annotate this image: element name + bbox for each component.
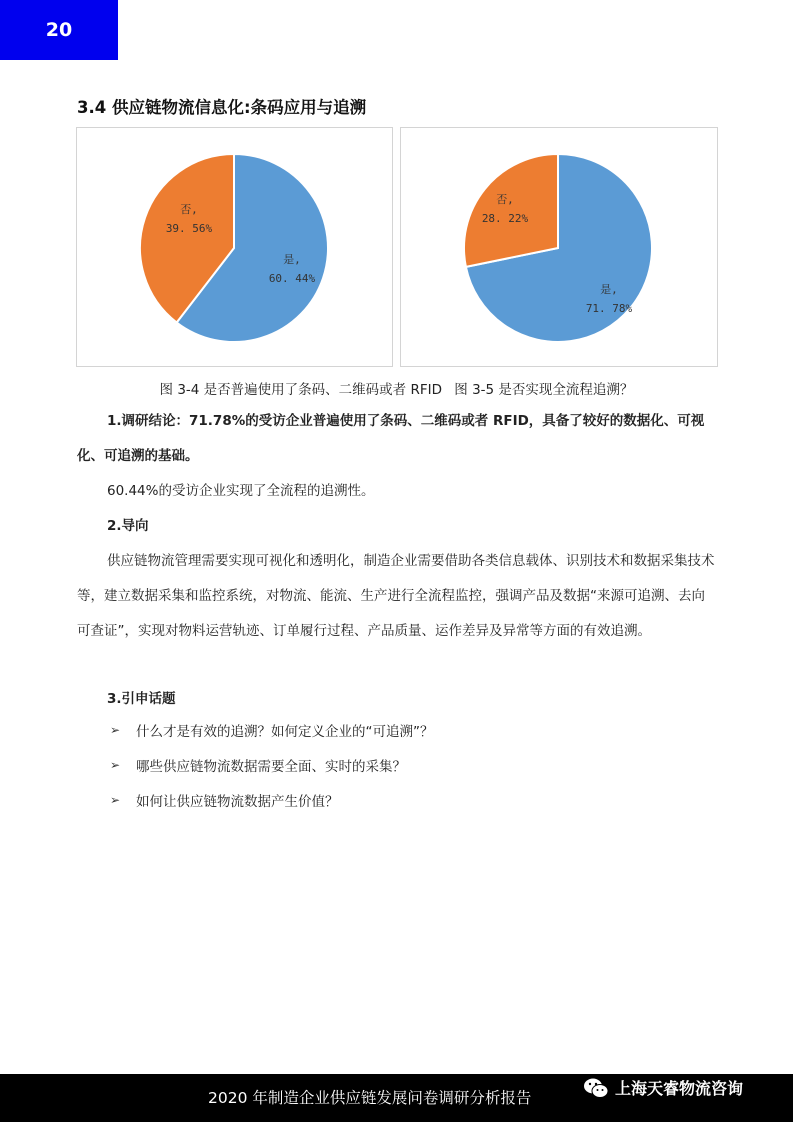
topic-item-text: 什么才是有效的追溯？如何定义企业的“可追溯”？ — [136, 724, 434, 740]
figure-caption-3-4: 图 3-4 是否普遍使用了条码、二维码或者 RFID — [159, 382, 442, 398]
page-number: 20 — [45, 19, 73, 41]
section-title: 3.4 供应链物流信息化:条码应用与追溯 — [77, 98, 367, 117]
pie-slice-value-label: 28. 22% — [481, 212, 529, 225]
bullet-arrow-icon: ➢ — [110, 723, 121, 737]
conclusion-heading: 1.调研结论：71.78%的受访企业普遍使用了条码、二维码或者 RFID，具备了较好的数据化、可视化、可追溯的基础。 — [77, 413, 705, 464]
guidance-body: 供应链物流管理需要实现可视化和透明化，制造企业需要借助各类信息载体、识别技术和数据采集技术等，建立数据采集和监控系统，对物流、能流、生产进行全流程监控，强调产品及数据“来源可追溯、去向可查证”，实现对物料运营轨迹、订单履行过程、产品质量、运作差异及异常等方面的有效追溯。 — [77, 553, 715, 639]
pie-chart-svg-2 — [401, 128, 717, 366]
pie-slice-label: 否, — [496, 193, 514, 206]
pie-chart-svg-1 — [77, 128, 392, 366]
topic-item-text: 如何让供应链物流数据产生价值？ — [136, 794, 339, 810]
pie-chart-full-traceability — [400, 127, 718, 367]
pie-slice-no — [464, 154, 558, 267]
topic-item-text: 哪些供应链物流数据需要全面、实时的采集？ — [136, 759, 406, 775]
figure-caption-3-5: 图 3-5 是否实现全流程追溯？ — [454, 382, 634, 398]
topic-item — [110, 720, 434, 740]
bullet-arrow-icon: ➢ — [110, 793, 121, 807]
footer-brand — [583, 1076, 743, 1099]
pie-slice-value-label: 60. 44% — [268, 272, 316, 285]
topic-item — [110, 790, 339, 810]
wechat-icon — [583, 1077, 609, 1099]
page-number-badge — [0, 0, 118, 60]
footer-report-title: 2020 年制造企业供应链发展问卷调研分析报告 — [208, 1089, 532, 1107]
figure-captions — [0, 378, 793, 398]
conclusion-traceability: 60.44%的受访企业实现了全流程的追溯性。 — [107, 483, 375, 499]
topic-item — [110, 755, 406, 775]
topics-heading: 3.引申话题 — [107, 691, 176, 707]
pie-slice-label: 否, — [180, 203, 198, 216]
footer-brand-name: 上海天睿物流咨询 — [615, 1079, 744, 1098]
pie-slice-label: 是, — [600, 283, 618, 296]
pie-slice-label: 是, — [283, 253, 301, 266]
pie-slice-value-label: 39. 56% — [165, 222, 213, 235]
guidance-heading: 2.导向 — [107, 518, 149, 534]
bullet-arrow-icon: ➢ — [110, 758, 121, 772]
pie-slice-value-label: 71. 78% — [585, 302, 633, 315]
pie-chart-barcode-usage — [76, 127, 393, 367]
